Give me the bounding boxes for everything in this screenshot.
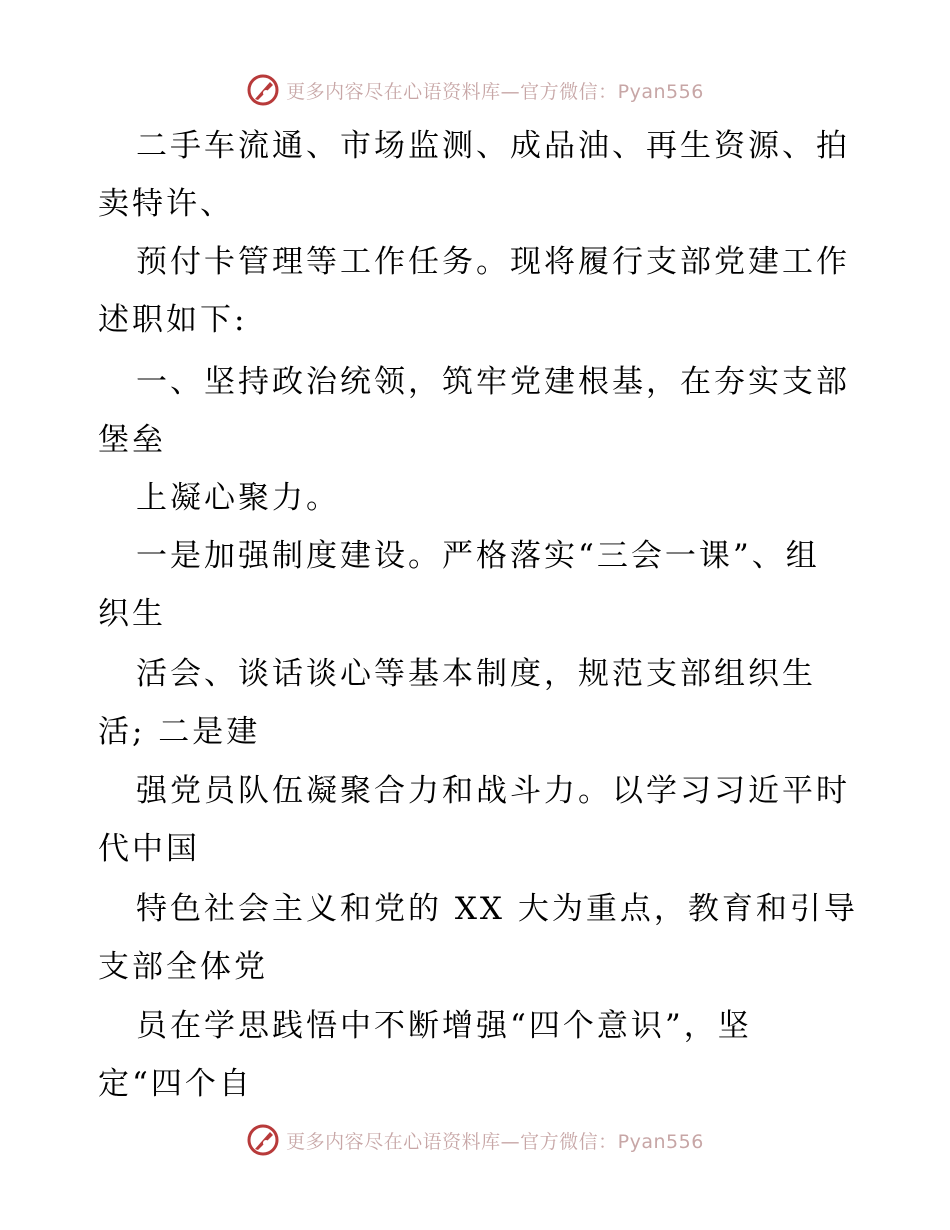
text-line: 强党员队伍凝聚合力和战斗力。以学习习近平时 bbox=[136, 773, 850, 809]
text-line: 特色社会主义和党的 XX 大为重点，教育和引导 bbox=[136, 891, 858, 927]
text-line: 员在学思践悟中不断增强“四个意识”，坚 bbox=[136, 1008, 752, 1044]
text-line: 支部全体党 bbox=[98, 949, 268, 985]
quill-seal-icon bbox=[246, 1123, 280, 1157]
text-line: 一、坚持政治统领，筑牢党建根基，在夯实支部 bbox=[136, 364, 850, 400]
watermark-text: 更多内容尽在心语资料库—官方微信：Pyan556 bbox=[286, 80, 704, 103]
text-line: 定“四个自 bbox=[98, 1066, 253, 1102]
text-line: 堡垒 bbox=[98, 422, 166, 458]
text-line: 代中国 bbox=[98, 831, 200, 867]
text-line: 预付卡管理等工作任务。现将履行支部党建工作 bbox=[136, 244, 850, 280]
watermark-text: 更多内容尽在心语资料库—官方微信：Pyan556 bbox=[286, 1130, 704, 1153]
text-line: 织生 bbox=[98, 596, 166, 632]
text-line: 述职如下: bbox=[98, 302, 248, 338]
text-line: 一是加强制度建设。严格落实“三会一课”、组 bbox=[136, 538, 820, 574]
text-line: 上凝心聚力。 bbox=[136, 480, 340, 516]
text-line: 活; 二是建 bbox=[98, 714, 261, 750]
text-line: 活会、谈话谈心等基本制度，规范支部组织生 bbox=[136, 656, 816, 692]
text-line: 二手车流通、市场监测、成品油、再生资源、拍 bbox=[136, 128, 850, 164]
text-line: 卖特许、 bbox=[98, 186, 234, 222]
quill-seal-icon bbox=[246, 73, 280, 107]
footer-watermark bbox=[0, 1120, 950, 1160]
header-watermark bbox=[0, 70, 950, 110]
